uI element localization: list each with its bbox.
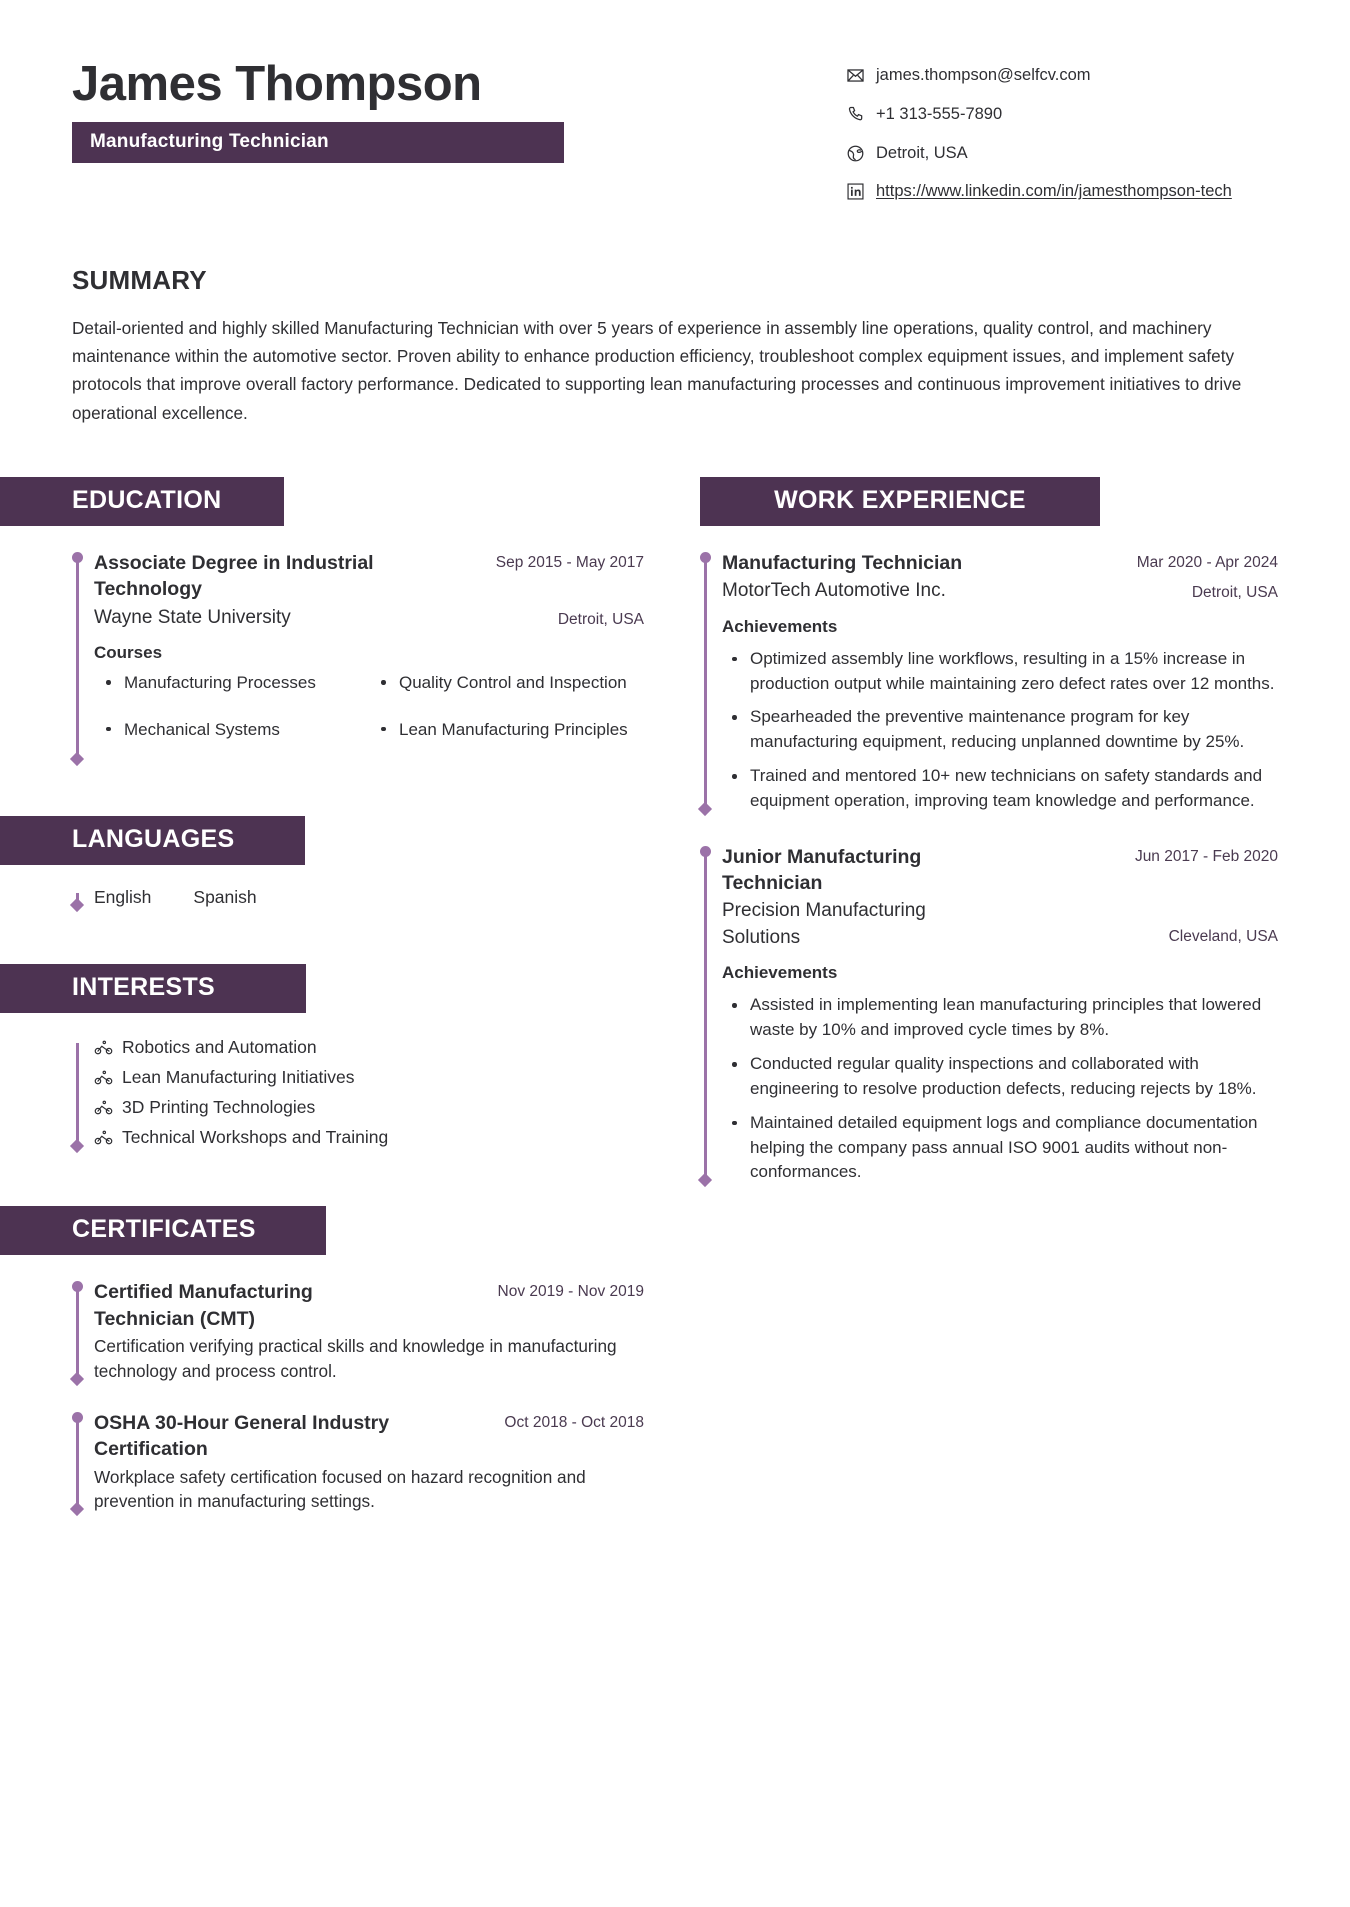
linkedin-icon — [846, 182, 865, 201]
certificate-name: Certified Manufacturing Technician (CMT) — [94, 1281, 313, 1330]
envelope-icon — [846, 66, 865, 85]
work-company: MotorTech Automotive Inc. — [722, 580, 946, 602]
interests-heading: INTERESTS — [0, 964, 306, 1013]
education-location: Detroit, USA — [557, 610, 644, 628]
courses-column-right — [369, 671, 644, 764]
language-item: English — [94, 887, 152, 908]
course-item: Quality Control and Inspection — [369, 671, 644, 696]
education-heading: EDUCATION — [0, 477, 284, 526]
education-degree: Associate Degree in Industrial Technology — [94, 551, 374, 601]
languages-section — [72, 816, 644, 908]
timeline-dot — [700, 552, 711, 563]
work-timeline — [700, 550, 1278, 814]
phone-icon — [846, 105, 865, 124]
achievement-item: Assisted in implementing lean manufacturing principles that lowered waste by 10% and improved cycle times by 8%. — [722, 993, 1278, 1043]
work-job-title: Junior Manufacturing Technician — [722, 845, 922, 894]
work-experience-section — [700, 477, 1278, 1185]
achievement-item: Spearheaded the preventive maintenance program for key manufacturing equipment, reducing unplanned downtime by 25%. — [722, 705, 1278, 755]
certificate-description: Workplace safety certification focused on hazard recognition and prevention in manufacturing settings. — [94, 1466, 586, 1512]
work-job-title: Manufacturing Technician — [722, 551, 963, 574]
contact-phone[interactable] — [846, 103, 1278, 126]
languages-row — [94, 887, 644, 908]
job-role-badge: Manufacturing Technician — [72, 122, 564, 163]
interest-label: Robotics and Automation — [122, 1037, 317, 1058]
certificate-description: Certification verifying practical skills and knowledge in manufacturing technology and process control. — [94, 1336, 617, 1381]
timeline-dot — [700, 846, 711, 857]
work-date: Mar 2020 - Apr 2024 — [1136, 553, 1278, 571]
page-title: James Thompson — [72, 57, 482, 111]
resume-header — [72, 48, 1278, 203]
education-section — [72, 477, 644, 765]
achievement-item: Trained and mentored 10+ new technicians on safety standards and equipment operation, improving team knowledge and performance. — [722, 764, 1278, 814]
work-date: Jun 2017 - Feb 2020 — [1134, 847, 1278, 865]
certificates-heading: CERTIFICATES — [0, 1206, 326, 1255]
contact-location-text: Detroit, USA — [876, 143, 968, 162]
courses-label: Courses — [94, 643, 163, 663]
course-item: Lean Manufacturing Principles — [369, 718, 644, 743]
languages-heading: LANGUAGES — [0, 816, 305, 865]
bicycle-icon — [94, 1068, 113, 1087]
contact-phone-text: +1 313-555-7890 — [876, 104, 1003, 123]
course-item: Manufacturing Processes — [94, 671, 369, 696]
courses-column-left — [94, 671, 369, 764]
interest-label: Technical Workshops and Training — [122, 1127, 389, 1148]
interest-item — [94, 1097, 644, 1118]
certificate-date: Oct 2018 - Oct 2018 — [504, 1413, 644, 1431]
timeline-dot — [72, 1412, 83, 1423]
interest-label: 3D Printing Technologies — [122, 1097, 316, 1118]
summary-section — [72, 265, 1278, 427]
contact-linkedin-link[interactable]: https://www.linkedin.com/in/jamesthompson-tech — [876, 182, 1232, 201]
interest-label: Lean Manufacturing Initiatives — [122, 1067, 355, 1088]
contact-email-text: james.thompson@selfcv.com — [876, 66, 1091, 84]
certificate-entry — [94, 1410, 644, 1515]
contact-linkedin[interactable] — [846, 180, 1278, 203]
globe-icon — [846, 144, 865, 163]
bicycle-icon — [94, 1098, 113, 1117]
bicycle-icon — [94, 1128, 113, 1147]
work-company: Precision Manufacturing Solutions — [722, 900, 926, 948]
languages-timeline — [72, 887, 644, 908]
contact-email[interactable] — [846, 64, 1278, 87]
timeline-dot — [72, 552, 83, 563]
achievement-item: Maintained detailed equipment logs and compliance documentation helping the company pass annual ISO 9001 audits without non-conformances. — [722, 1111, 1278, 1185]
interest-item — [94, 1037, 644, 1058]
work-entry — [722, 844, 1278, 1186]
certificate-date: Nov 2019 - Nov 2019 — [497, 1283, 644, 1301]
contact-list — [846, 48, 1278, 203]
education-entry — [94, 550, 644, 765]
content-columns — [72, 477, 1278, 1515]
certificate-timeline — [72, 1410, 644, 1515]
work-location: Cleveland, USA — [1168, 928, 1278, 946]
interest-item — [94, 1067, 644, 1088]
work-location: Detroit, USA — [1191, 584, 1278, 602]
work-experience-heading: WORK EXPERIENCE — [700, 477, 1100, 526]
work-timeline — [700, 844, 1278, 1186]
education-date: Sep 2015 - May 2017 — [495, 553, 644, 571]
certificates-section — [72, 1206, 644, 1514]
bicycle-icon — [94, 1038, 113, 1057]
language-item: Spanish — [193, 887, 257, 908]
courses-grid — [94, 671, 644, 764]
timeline-dot — [72, 1281, 83, 1292]
achievements-label: Achievements — [722, 616, 838, 636]
contact-location[interactable] — [846, 142, 1278, 165]
course-item: Mechanical Systems — [94, 718, 369, 743]
summary-text: Detail-oriented and highly skilled Manufacturing Technician with over 5 years of experience in assembly line operations, quality control, and machinery maintenance within the automotive sector. Proven ability to enhance production efficiency, troubleshoot complex equipment issues, and implement safety protocols that improve overall factory performance. Dedicated to supporting lean manufacturing processes and continuous improvement initiatives to drive operational excellence. — [72, 318, 1242, 423]
achievements-label: Achievements — [722, 963, 838, 983]
interests-timeline — [72, 1037, 644, 1148]
work-entry — [722, 550, 1278, 814]
identity-block — [72, 48, 564, 163]
achievements-list — [722, 647, 1278, 814]
achievement-item: Conducted regular quality inspections and collaborated with engineering to resolve production defects, reducing rejects by 18%. — [722, 1052, 1278, 1102]
left-column — [72, 477, 644, 1515]
summary-heading: SUMMARY — [72, 265, 207, 296]
interest-item — [94, 1127, 644, 1148]
certificate-timeline — [72, 1279, 644, 1384]
achievement-item: Optimized assembly line workflows, resulting in a 15% increase in production output while maintaining zero defect rates over 12 months. — [722, 647, 1278, 697]
interests-section — [72, 964, 644, 1148]
achievements-list — [722, 993, 1278, 1185]
education-timeline — [72, 550, 644, 765]
education-school: Wayne State University — [94, 606, 291, 628]
certificate-name: OSHA 30-Hour General Industry Certification — [94, 1411, 390, 1461]
certificate-entry — [94, 1279, 644, 1384]
right-column — [700, 477, 1278, 1194]
